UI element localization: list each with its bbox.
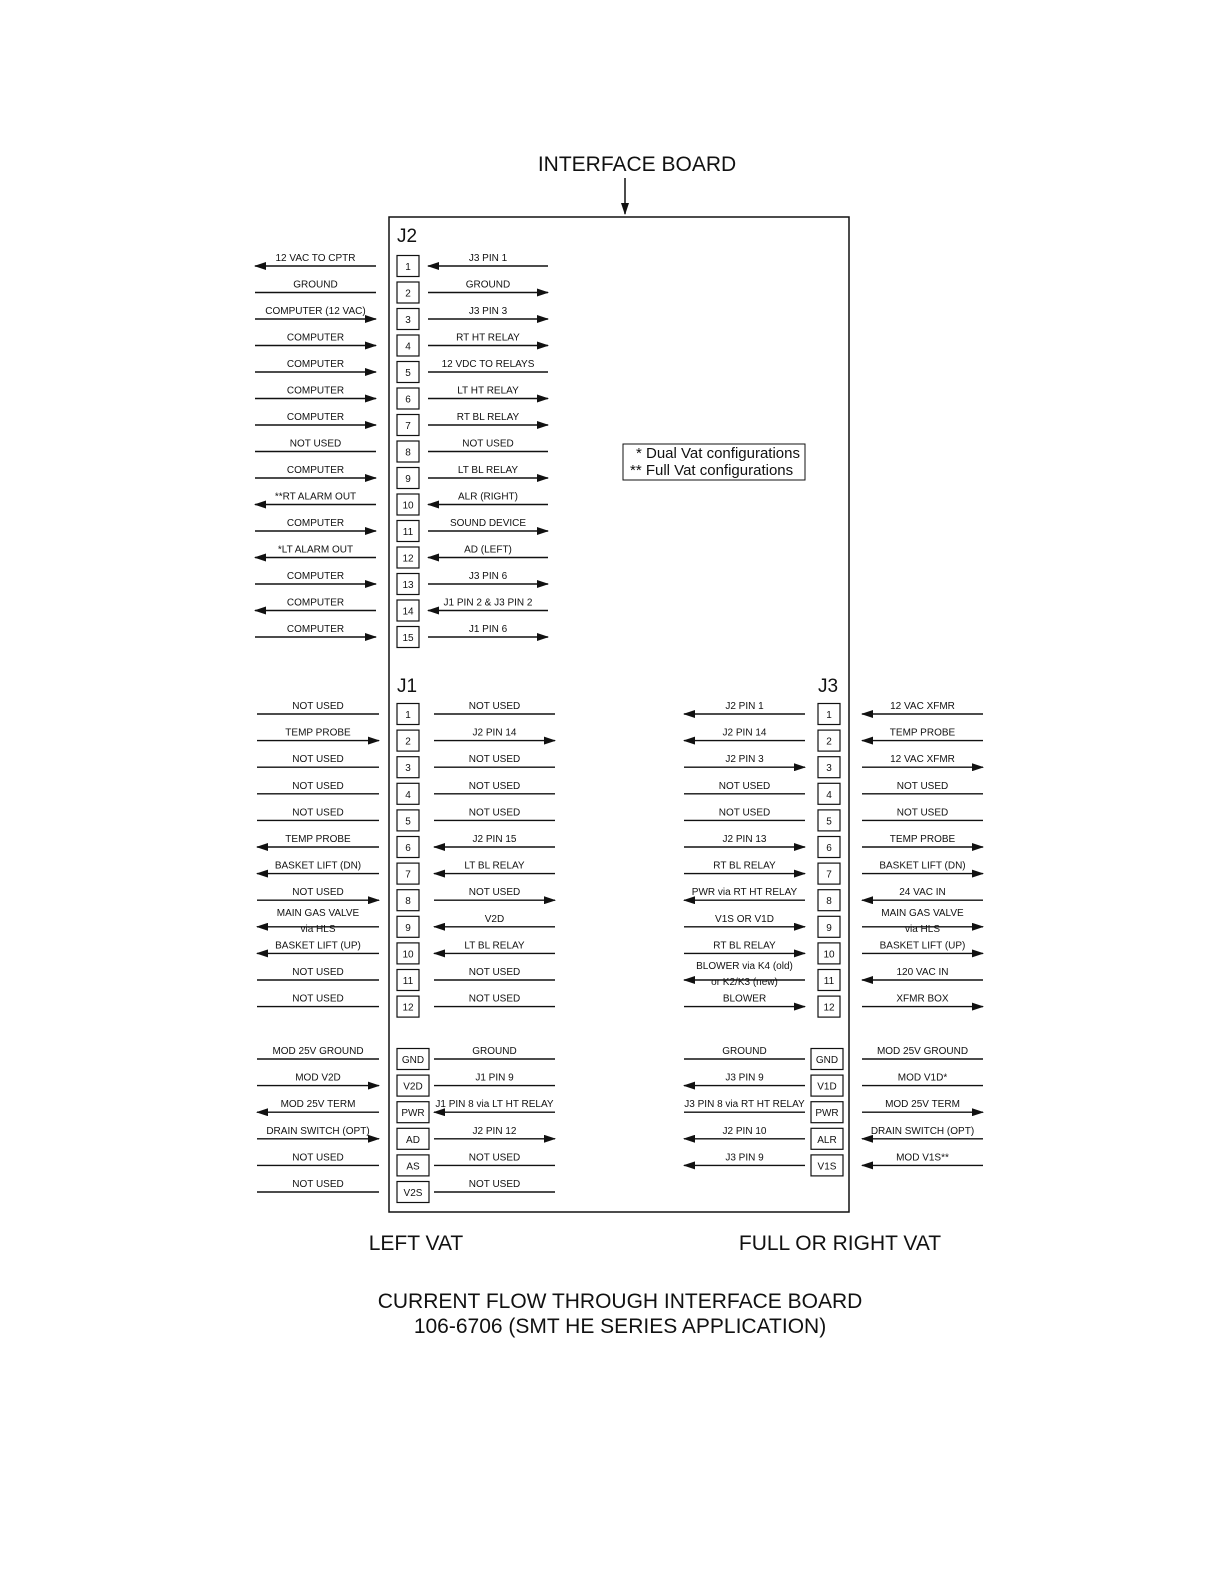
j3-pins-1-right-label: 12 VAC XFMR (890, 701, 955, 712)
j3-pins-6-right-label: TEMP PROBE (889, 834, 956, 845)
j3-aux-alr-left-label: J2 PIN 10 (722, 1125, 767, 1137)
j3-pins-6-pin: 6 (826, 843, 832, 854)
j3-pins-12-right-label: XFMR BOX (896, 993, 949, 1005)
caption-line-2: 106-6706 (SMT HE SERIES APPLICATION) (413, 1315, 827, 1338)
j3-pins-4-left-label: NOT USED (718, 780, 771, 792)
j1-pins-12-pin: 12 (402, 1002, 414, 1014)
j2-pins-4-left-label: COMPUTER (286, 332, 345, 344)
j3-pins-1-left-label: J2 PIN 1 (725, 701, 764, 712)
j3-aux-v1s-pin: V1S (817, 1161, 837, 1173)
j2-pins-3-right-label: J3 PIN 3 (468, 306, 508, 317)
j3-pins-5-right-label: NOT USED (896, 807, 949, 819)
j3-aux-alr-right-label: DRAIN SWITCH (OPT) (870, 1125, 975, 1137)
j2-pins-5-pin: 5 (405, 368, 411, 379)
j2-pins-2-pin: 2 (405, 288, 411, 300)
j1-pins-11-pin: 11 (402, 976, 414, 987)
connector-j2-label: J2 (397, 226, 418, 247)
j3-pins-5-left-label: NOT USED (718, 807, 771, 819)
connector-j1-label: J1 (397, 676, 418, 697)
j1-aux-ad-pin: AD (406, 1134, 420, 1146)
j2-pins-8-right-label: NOT USED (462, 438, 514, 450)
j1-pins-5-right-label: NOT USED (468, 807, 521, 819)
j1-aux-v2d-pin: V2D (403, 1081, 423, 1093)
legend-dual-vat: * Dual Vat configurations (636, 445, 800, 462)
j2-pins-14-left-label: COMPUTER (286, 597, 345, 609)
j1-pins-5-pin: 5 (405, 816, 411, 828)
j1-pins-1-left-label: NOT USED (292, 701, 344, 712)
j3-aux-gnd-left-label: GROUND (722, 1046, 767, 1057)
j1-pins-3-left-label: NOT USED (292, 754, 344, 766)
j1-pins-3-right-label: NOT USED (468, 754, 521, 766)
connector-j3-label: J3 (818, 676, 839, 697)
j1-aux-v2d-right-label: J1 PIN 9 (475, 1072, 514, 1084)
j2-pins-11-right-label: SOUND DEVICE (449, 518, 527, 529)
j3-aux-pwr-right-label: MOD 25V TERM (885, 1099, 960, 1111)
j1-pins-8-left-label: NOT USED (292, 887, 344, 899)
j1-pins-4-right-label: NOT USED (468, 780, 521, 792)
j2-pins-12-right-label: AD (LEFT) (464, 544, 512, 556)
j2-pins-12-left-label: *LT ALARM OUT (277, 544, 354, 556)
j1-pins-6-left-label: TEMP PROBE (285, 834, 351, 845)
j1-pins-2-right-label: J2 PIN 14 (472, 727, 517, 739)
j3-pins-3-pin: 3 (826, 763, 832, 775)
j2-pins-9-pin: 9 (405, 474, 411, 485)
j1-aux-pwr-left-label: MOD 25V TERM (280, 1099, 356, 1111)
j1-pins-11-right-label: NOT USED (468, 967, 521, 978)
j3-pins-10-right-label: BASKET LIFT (UP) (879, 940, 966, 952)
j1-pins-8-pin: 8 (405, 896, 411, 908)
j1-aux-gnd-right-label: GROUND (472, 1046, 517, 1057)
j3-pins-11-right-label: 120 VAC IN (896, 967, 949, 978)
j2-pins-12-pin: 12 (402, 553, 414, 565)
j2-pins-5-right-label: 12 VDC TO RELAYS (441, 359, 535, 370)
j2-pins-9-left-label: COMPUTER (286, 465, 345, 476)
j2-pins-4-pin: 4 (405, 341, 411, 353)
j2-pins-5-left-label: COMPUTER (286, 359, 345, 370)
j3-pins-2-right-label: TEMP PROBE (889, 727, 956, 739)
left-vat-label: LEFT VAT (368, 1232, 464, 1255)
diagram-title: INTERFACE BOARD (537, 153, 737, 176)
j2-pins-1-right-label: J3 PIN 1 (468, 253, 508, 264)
j1-aux-v2s-left-label: NOT USED (292, 1179, 344, 1190)
j3-pins-7-right-label: BASKET LIFT (DN) (879, 860, 966, 872)
j3-pins-10-left-label: RT BL RELAY (713, 940, 776, 952)
j3-pins-1-pin: 1 (826, 710, 832, 721)
j2-pins-11-pin: 11 (402, 527, 414, 538)
j3-aux-pwr-left-label: J3 PIN 8 via RT HT RELAY (684, 1099, 805, 1111)
j1-pins-1-right-label: NOT USED (468, 701, 521, 712)
j1-aux-gnd-pin: GND (401, 1055, 425, 1066)
j2-pins-15-right-label: J1 PIN 6 (468, 624, 508, 635)
j1-pins-10-pin: 10 (402, 949, 414, 961)
j2-pins-14-right-label: J1 PIN 2 & J3 PIN 2 (443, 597, 533, 609)
j1-pins-7-right-label: LT BL RELAY (464, 860, 525, 872)
j2-pins-3-pin: 3 (405, 315, 411, 326)
j1-pins-2-left-label: TEMP PROBE (285, 727, 351, 739)
j3-pins-9-left-label: V1S OR V1D (715, 913, 774, 925)
j1-pins-3-pin: 3 (405, 763, 411, 775)
j1-pins-9-right-label: V2D (484, 913, 505, 925)
j1-pins-10-left-label: BASKET LIFT (UP) (275, 940, 361, 952)
j3-pins-11-left-label: BLOWER via K4 (old) (696, 961, 793, 972)
j1-aux-as-left-label: NOT USED (292, 1152, 344, 1164)
j1-pins-9-left-sublabel: via HLS (300, 923, 336, 935)
j2-pins-14-pin: 14 (402, 606, 414, 618)
j3-pins-4-right-label: NOT USED (896, 780, 949, 792)
j1-aux-pwr-right-label: J1 PIN 8 via LT HT RELAY (435, 1099, 554, 1111)
j1-pins-6-right-label: J2 PIN 15 (472, 834, 517, 845)
j1-pins-9-left-label: MAIN GAS VALVE (276, 907, 360, 919)
j1-aux-v2d-left-label: MOD V2D (295, 1072, 341, 1084)
j3-pins-8-right-label: 24 VAC IN (899, 887, 946, 899)
j3-pins-9-right-label: MAIN GAS VALVE (881, 907, 964, 919)
j1-pins-12-left-label: NOT USED (292, 993, 344, 1005)
j3-pins-3-right-label: 12 VAC XFMR (890, 754, 955, 766)
j1-aux-v2s-right-label: NOT USED (468, 1179, 521, 1190)
j2-pins-11-left-label: COMPUTER (286, 518, 345, 529)
j1-pins-11-left-label: NOT USED (292, 967, 344, 978)
j2-pins-7-pin: 7 (405, 421, 411, 432)
j3-pins-11-left-sublabel: or K2/K3 (new) (711, 977, 778, 988)
j1-aux-v2s-pin: V2S (403, 1188, 423, 1199)
j1-pins-8-right-label: NOT USED (468, 887, 521, 899)
j2-pins-1-pin: 1 (405, 262, 411, 273)
j3-pins-11-pin: 11 (823, 976, 835, 987)
j3-pins-2-pin: 2 (826, 736, 832, 748)
j1-pins-2-pin: 2 (405, 736, 411, 748)
j2-pins-8-pin: 8 (405, 447, 411, 459)
j1-aux-gnd-left-label: MOD 25V GROUND (272, 1046, 364, 1057)
j1-pins-9-pin: 9 (405, 922, 411, 934)
j2-pins-10-right-label: ALR (RIGHT) (458, 491, 518, 503)
j3-pins-8-pin: 8 (826, 896, 832, 908)
j3-aux-gnd-pin: GND (815, 1055, 839, 1066)
j3-pins-6-left-label: J2 PIN 13 (722, 834, 767, 845)
j3-pins-5-pin: 5 (826, 816, 832, 828)
j2-pins-6-pin: 6 (405, 394, 411, 406)
j1-pins-5-left-label: NOT USED (292, 807, 344, 819)
j1-pins-4-left-label: NOT USED (292, 780, 344, 792)
j2-pins-15-left-label: COMPUTER (286, 624, 345, 635)
j3-pins-9-pin: 9 (826, 922, 832, 934)
j3-pins-9-right-sublabel: via HLS (904, 923, 941, 935)
j2-pins-13-right-label: J3 PIN 6 (468, 571, 508, 582)
j1-aux-as-right-label: NOT USED (468, 1152, 521, 1164)
j3-pins-8-left-label: PWR via RT HT RELAY (691, 887, 798, 899)
j3-aux-pwr-pin: PWR (815, 1108, 839, 1120)
j2-pins-6-left-label: COMPUTER (286, 385, 345, 397)
j3-pins-12-pin: 12 (823, 1002, 835, 1014)
j2-pins-7-right-label: RT BL RELAY (456, 412, 520, 423)
j3-aux-alr-pin: ALR (817, 1134, 837, 1146)
j2-pins-9-right-label: LT BL RELAY (457, 465, 519, 476)
j1-aux-as-pin: AS (406, 1161, 420, 1173)
right-vat-label: FULL OR RIGHT VAT (738, 1232, 942, 1255)
j3-pins-4-pin: 4 (826, 789, 832, 801)
j3-aux-v1s-right-label: MOD V1S** (896, 1152, 949, 1164)
j3-aux-v1d-pin: V1D (817, 1081, 837, 1093)
j2-pins-13-pin: 13 (402, 580, 414, 591)
j1-pins-1-pin: 1 (405, 710, 411, 721)
j3-pins-7-pin: 7 (826, 869, 832, 881)
j1-pins-12-right-label: NOT USED (468, 993, 521, 1005)
j3-pins-3-left-label: J2 PIN 3 (725, 754, 764, 766)
j3-aux-v1s-left-label: J3 PIN 9 (725, 1152, 764, 1164)
j1-pins-7-pin: 7 (405, 869, 411, 881)
j2-pins-4-right-label: RT HT RELAY (456, 332, 520, 344)
j1-pins-7-left-label: BASKET LIFT (DN) (274, 860, 362, 872)
j2-pins-15-pin: 15 (402, 633, 414, 644)
j1-pins-6-pin: 6 (405, 843, 411, 854)
j1-aux-pwr-pin: PWR (401, 1108, 425, 1120)
j3-pins-7-left-label: RT BL RELAY (713, 860, 776, 872)
j1-pins-10-right-label: LT BL RELAY (464, 940, 525, 952)
j3-aux-v1d-left-label: J3 PIN 9 (725, 1072, 764, 1084)
j2-pins-3-left-label: COMPUTER (12 VAC) (265, 306, 366, 317)
j2-pins-8-left-label: NOT USED (289, 438, 342, 450)
j2-pins-2-right-label: GROUND (465, 279, 511, 291)
j1-aux-ad-right-label: J2 PIN 12 (472, 1125, 517, 1137)
j2-pins-13-left-label: COMPUTER (286, 571, 345, 582)
j3-pins-12-left-label: BLOWER (722, 993, 767, 1005)
j3-aux-gnd-right-label: MOD 25V GROUND (876, 1046, 969, 1057)
j1-aux-ad-left-label: DRAIN SWITCH (OPT) (266, 1125, 370, 1137)
j3-aux-v1d-right-label: MOD V1D* (897, 1072, 948, 1084)
j2-pins-6-right-label: LT HT RELAY (457, 385, 519, 397)
j3-pins-10-pin: 10 (823, 949, 835, 961)
j2-pins-10-pin: 10 (402, 500, 414, 512)
j3-pins-2-left-label: J2 PIN 14 (722, 727, 767, 739)
legend-full-vat: ** Full Vat configurations (630, 462, 794, 479)
j2-pins-10-left-label: **RT ALARM OUT (274, 491, 357, 503)
j2-pins-7-left-label: COMPUTER (286, 412, 345, 423)
j1-pins-4-pin: 4 (405, 789, 411, 801)
j2-pins-2-left-label: GROUND (293, 279, 338, 291)
pin-rows (255, 253, 983, 1203)
j2-pins-1-left-label: 12 VAC TO CPTR (275, 253, 356, 264)
caption-line-1: CURRENT FLOW THROUGH INTERFACE BOARD (377, 1290, 863, 1313)
